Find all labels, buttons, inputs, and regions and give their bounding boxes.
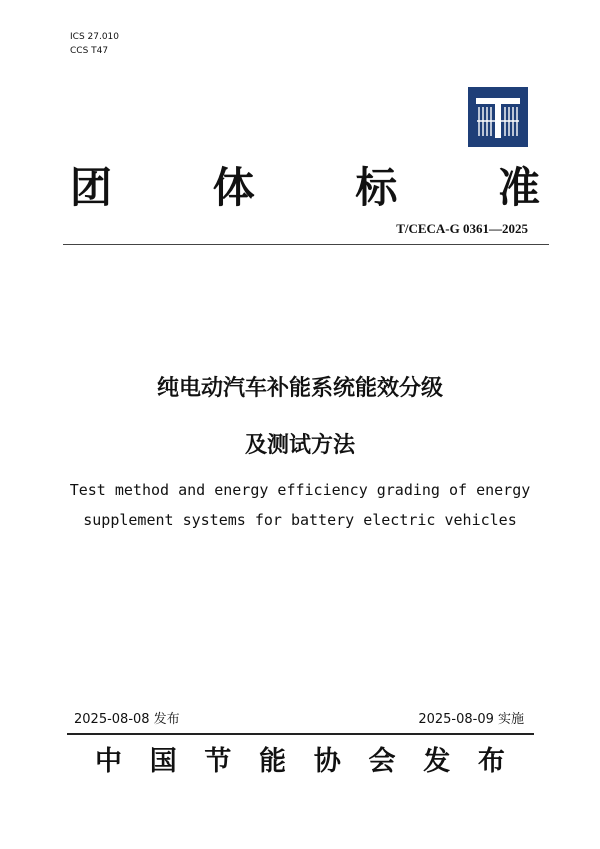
ccs-code: CCS T47 bbox=[70, 46, 109, 56]
standard-type-heading bbox=[60, 155, 550, 215]
classification-codes bbox=[70, 30, 119, 58]
issue-date: 2025-08-08 发布 bbox=[74, 712, 180, 727]
publisher-char: 节 bbox=[204, 745, 232, 777]
publisher-line bbox=[95, 738, 505, 778]
publisher-char: 国 bbox=[149, 745, 177, 777]
heading-char: 团 bbox=[70, 163, 113, 212]
publisher-char: 发 bbox=[423, 745, 451, 777]
title-en-line1: Test method and energy efficiency grading of energy bbox=[69, 481, 531, 499]
heading-char: 体 bbox=[212, 163, 255, 212]
top-divider bbox=[63, 244, 549, 245]
bottom-divider bbox=[67, 733, 534, 735]
publisher-char: 能 bbox=[259, 745, 287, 777]
implement-date: 2025-08-09 实施 bbox=[418, 712, 524, 727]
heading-char: 准 bbox=[497, 163, 540, 212]
publisher-char: 布 bbox=[477, 745, 505, 777]
standard-logo-icon bbox=[468, 87, 528, 147]
publisher-char: 会 bbox=[368, 745, 396, 777]
publisher-char: 协 bbox=[313, 745, 341, 777]
publisher-char: 中 bbox=[95, 745, 122, 777]
standard-code: T/CECA-G 0361—2025 bbox=[396, 221, 528, 236]
title-zh-line1: 纯电动汽车补能系统能效分级 bbox=[156, 376, 443, 401]
ics-code: ICS 27.010 bbox=[70, 32, 120, 42]
heading-char: 标 bbox=[355, 163, 398, 212]
title-en-line2: supplement systems for battery electric vehicles bbox=[83, 511, 517, 529]
title-zh-line2: 及测试方法 bbox=[244, 433, 355, 458]
